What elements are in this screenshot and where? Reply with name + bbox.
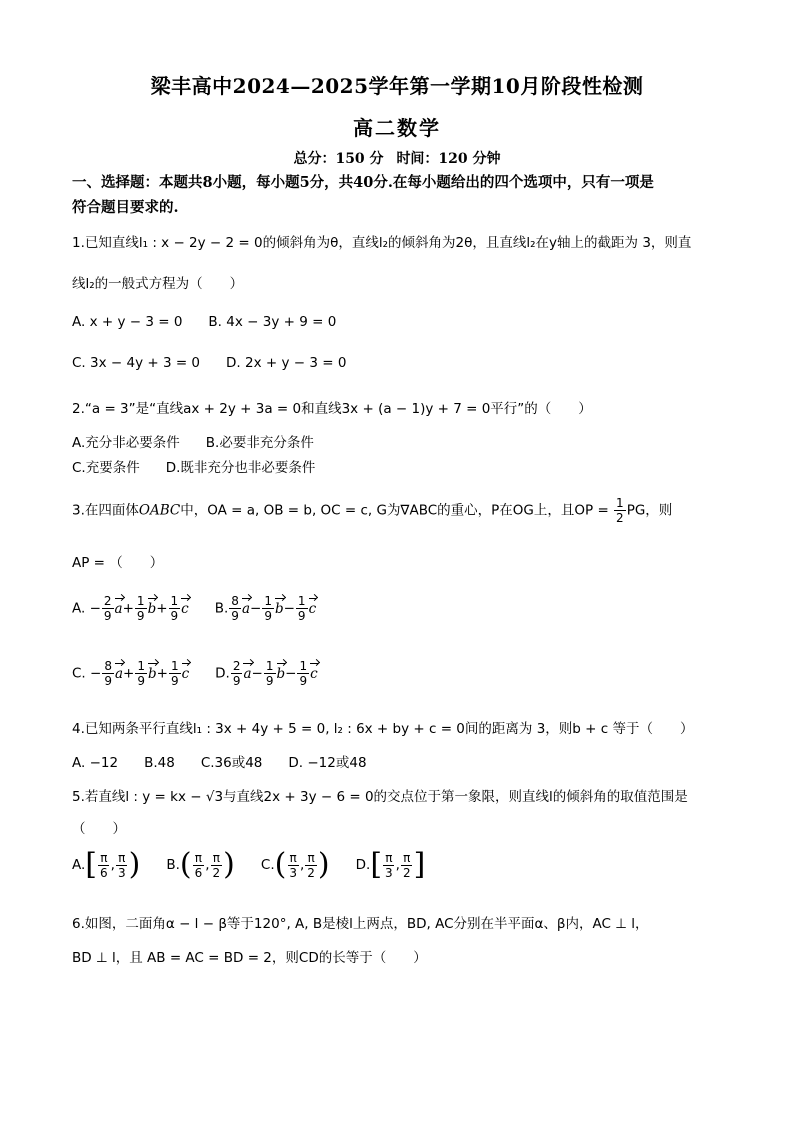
exam-meta [0, 148, 794, 168]
q4-option-b: B.48 [144, 755, 175, 771]
q4-option-c: C.36或48 [200, 755, 263, 771]
q5-option-c: C.( $\frac{\pi}{3}$ , $\frac{\pi}{2}$ ) [260, 847, 330, 882]
q3-option-a: A. − $\frac{2}{9}$ a+ $\frac{1}{9}$ b+ $\frac{1}{9}$ c [72, 594, 189, 623]
section-heading-line1: 一、选择题：本题共8小题，每小题5分，共40分.在每小题给出的四个选项中，只有一项是 [72, 174, 654, 191]
q3-options-row1 [72, 594, 342, 623]
q1-line2: 线l₂的一般式方程为（ ） [72, 276, 244, 292]
q6-line1: 6.如图，二面角α − l − β等于120°, A, B是棱l上两点，BD, AC分别在半平面α、β内，AC ⊥ l， [72, 916, 649, 932]
exam-subject: 高二数学 [353, 116, 441, 140]
q3-options-row2 [72, 659, 344, 688]
total-score: 总分：150 分 [293, 151, 384, 167]
section-heading [72, 170, 732, 220]
tetrahedron-name: OABC [138, 502, 181, 519]
q5-line1: 5.若直线l : y = kx − √3与直线2x + 3y − 6 = 0的交点位于第一象限，则直线l的倾斜角的取值范围是 [72, 789, 688, 805]
q1-option-b: B. 4x − 3y + 9 = 0 [208, 314, 337, 330]
q3-condition-end: PG，则 [626, 502, 673, 519]
exam-title: 梁丰高中2024—2025学年第一学期10月阶段性检测 [150, 74, 644, 98]
q3-ask: AP = （ ） [72, 555, 164, 571]
q1-options-row2 [72, 355, 372, 371]
q5-option-d: D.[ $\frac{\pi}{3}$ , $\frac{\pi}{2}$ ] [355, 847, 426, 882]
q5-option-b: B.( $\frac{\pi}{6}$ , $\frac{\pi}{2}$ ) [166, 847, 235, 882]
q2-options-row2 [72, 456, 341, 476]
q2-option-c: C.充要条件 [72, 460, 140, 476]
q5-options [72, 847, 451, 882]
q4-option-d: D. −12或48 [288, 755, 367, 771]
q1-option-c: C. 3x − 4y + 3 = 0 [72, 355, 201, 371]
q2-line1: 2.“a = 3”是“直线ax + 2y + 3a = 0和直线3x + (a − 1)y + 7 = 0平行”的（ ） [72, 401, 592, 417]
q3-option-c: C. − $\frac{8}{9}$ a+ $\frac{1}{9}$ b+ $\frac{1}{9}$ c [72, 659, 190, 688]
q2-option-d: D.既非充分也非必要条件 [165, 460, 316, 476]
q5-line2: （ ） [72, 821, 126, 837]
q2-option-a: A.充分非必要条件 [72, 435, 180, 451]
q1-options-row1 [72, 314, 362, 330]
q1-option-a: A. x + y − 3 = 0 [72, 314, 183, 330]
q5-option-a: A.[ $\frac{\pi}{6}$ , $\frac{\pi}{3}$ ) [72, 847, 141, 882]
q2-option-b: B.必要非充分条件 [205, 435, 314, 451]
fraction-one-half: $\frac{1}{2}$ [616, 496, 624, 525]
section-heading-line2: 符合题目要求的. [72, 199, 179, 216]
q1-option-d: D. 2x + y − 3 = 0 [226, 355, 347, 371]
q3-condition: OA = a, OB = b, OC = c, G为∇ABC的重心，P在OG上，且OP = [207, 502, 614, 519]
q6-line2: BD ⊥ l，且 AB = AC = BD = 2，则CD的长等于（ ） [72, 950, 427, 966]
q3-line1: 3.在四面体OABC中，OA = a, OB = b, OC = c, G为∇ABC的重心，P在OG上，且OP = $\frac{1}{2}$ PG，则 [72, 496, 673, 525]
q4-options [72, 751, 393, 771]
q3-option-d: D. $\frac{2}{9}$ a− $\frac{1}{9}$ b− $\frac{1}{9}$ c [215, 659, 318, 688]
q4-option-a: A. −12 [72, 755, 119, 771]
q1-line1: 1.已知直线l₁ : x − 2y − 2 = 0的倾斜角为θ，直线l₂的倾斜角为2θ，且直线l₂在y轴上的截距为 3，则直 [72, 235, 692, 251]
q2-options-row1 [72, 431, 340, 451]
q4-line1: 4.已知两条平行直线l₁ : 3x + 4y + 5 = 0, l₂ : 6x + by + c = 0间的距离为 3，则b + c 等于（ ） [72, 721, 694, 737]
q3-option-b: B. $\frac{8}{9}$ a− $\frac{1}{9}$ b− $\frac{1}{9}$ c [214, 594, 317, 623]
exam-time: 时间：120 分钟 [396, 151, 501, 167]
